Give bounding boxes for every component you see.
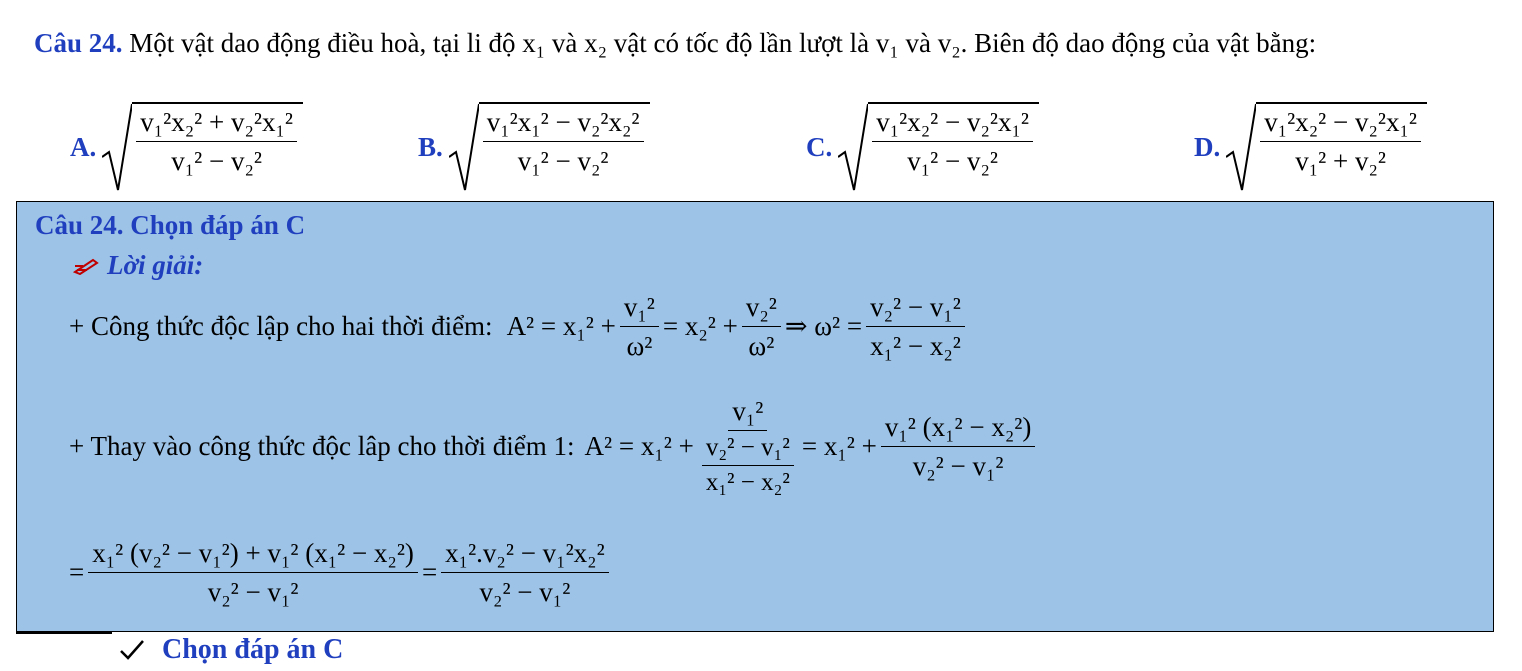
solution-heading-label: Lời giải: xyxy=(107,250,204,280)
step1-text: + Công thức độc lập cho hai thời điểm: xyxy=(69,310,493,341)
question-number: Câu 24. xyxy=(34,28,123,58)
step1-frac2-num: v₂² xyxy=(742,291,781,327)
step3-frac2-den: v₂² − v₁² xyxy=(479,576,571,607)
sqrt-icon xyxy=(102,102,132,192)
step3-frac1-num: x₁² (v₂² − v₁²) + v₁² (x₁² − x₂²) xyxy=(88,537,418,573)
step1-frac1-num: v₁² xyxy=(620,291,659,327)
step2-formula xyxy=(585,395,1036,497)
step1-formula xyxy=(507,291,965,362)
step2-frac2-num: v₁² (x₁² − x₂²) xyxy=(881,411,1035,447)
step2-frac1-num: v₁² xyxy=(728,395,767,431)
step3-eq2: = xyxy=(421,556,438,587)
option-c-denominator: v₁² − v₂² xyxy=(907,146,998,176)
solution-title: Câu 24. Chọn đáp án C xyxy=(35,210,306,240)
sqrt-icon xyxy=(449,102,479,192)
step2-inner-num: v₂² − v₁² xyxy=(702,434,794,466)
step1-frac3-den: x₁² − x₂² xyxy=(870,330,961,361)
step3-formula xyxy=(69,537,609,608)
step1-frac2-den: ω² xyxy=(748,330,775,361)
option-d-numerator: v₁²x₂² − v₂²x₁² xyxy=(1260,106,1421,142)
step1-frac1-den: ω² xyxy=(626,330,653,361)
step1-frac3-num: v₂² − v₁² xyxy=(866,291,965,327)
option-a-letter: A. xyxy=(70,131,97,162)
option-b-numerator: v₁²x₁² − v₂²x₂² xyxy=(483,106,644,142)
option-c-numerator: v₁²x₂² − v₂²x₁² xyxy=(872,106,1033,142)
solution-heading xyxy=(73,250,203,281)
solution-step-1 xyxy=(69,284,965,368)
step3-eq: = xyxy=(69,556,85,587)
step2-mid: = x₁² + xyxy=(801,430,877,461)
sqrt-icon xyxy=(1226,102,1256,192)
final-answer xyxy=(118,634,343,666)
question-text xyxy=(34,26,1494,60)
checkmark-icon xyxy=(118,638,146,662)
solution-step-2 xyxy=(69,384,1035,508)
option-a-numerator: v₁²x₂² + v₂²x₁² xyxy=(136,106,297,142)
answer-options xyxy=(0,98,1522,196)
step1-lhs: A² = x₁² + xyxy=(506,310,616,341)
option-c[interactable] xyxy=(806,98,1039,196)
option-b[interactable] xyxy=(418,98,650,196)
option-d-denominator: v₁² + v₂² xyxy=(1295,146,1386,176)
step2-text: + Thay vào công thức độc lâp cho thời điểm 1: xyxy=(69,430,575,461)
question-body: Một vật dao động điều hoà, tại li độ x₁ và x₂ vật có tốc độ lần lượt là v₁ và v₂. Biên độ dao động của vật bằng: xyxy=(129,28,1317,58)
option-a[interactable] xyxy=(70,98,303,196)
step2-frac1-den xyxy=(698,431,798,497)
final-answer-label: Chọn đáp án C xyxy=(162,634,344,665)
pencil-icon xyxy=(73,257,99,275)
option-c-letter: C. xyxy=(806,131,833,162)
option-a-sqrt xyxy=(102,102,303,192)
divider xyxy=(16,632,112,634)
option-c-sqrt xyxy=(838,102,1039,192)
option-b-denominator: v₁² − v₂² xyxy=(517,146,609,176)
solution-box xyxy=(16,201,1494,632)
step1-mid: = x₂² + xyxy=(662,310,738,341)
sqrt-icon xyxy=(838,102,868,192)
solution-step-3 xyxy=(69,520,609,624)
option-d[interactable] xyxy=(1194,98,1427,196)
step3-frac1-den: v₂² − v₁² xyxy=(207,576,299,607)
option-a-denominator: v₁² − v₂² xyxy=(171,146,262,176)
step3-frac2-num: x₁².v₂² − v₁²x₂² xyxy=(441,537,609,573)
step1-implies: ⇒ ω² = xyxy=(784,310,863,341)
step2-frac2-den: v₂² − v₁² xyxy=(912,450,1004,481)
step2-lhs: A² = x₁² + xyxy=(584,430,694,461)
step2-inner-den: x₁² − x₂² xyxy=(705,469,790,496)
option-d-sqrt xyxy=(1226,102,1427,192)
option-b-letter: B. xyxy=(418,131,443,162)
option-d-letter: D. xyxy=(1194,131,1221,162)
option-b-sqrt xyxy=(449,102,650,192)
